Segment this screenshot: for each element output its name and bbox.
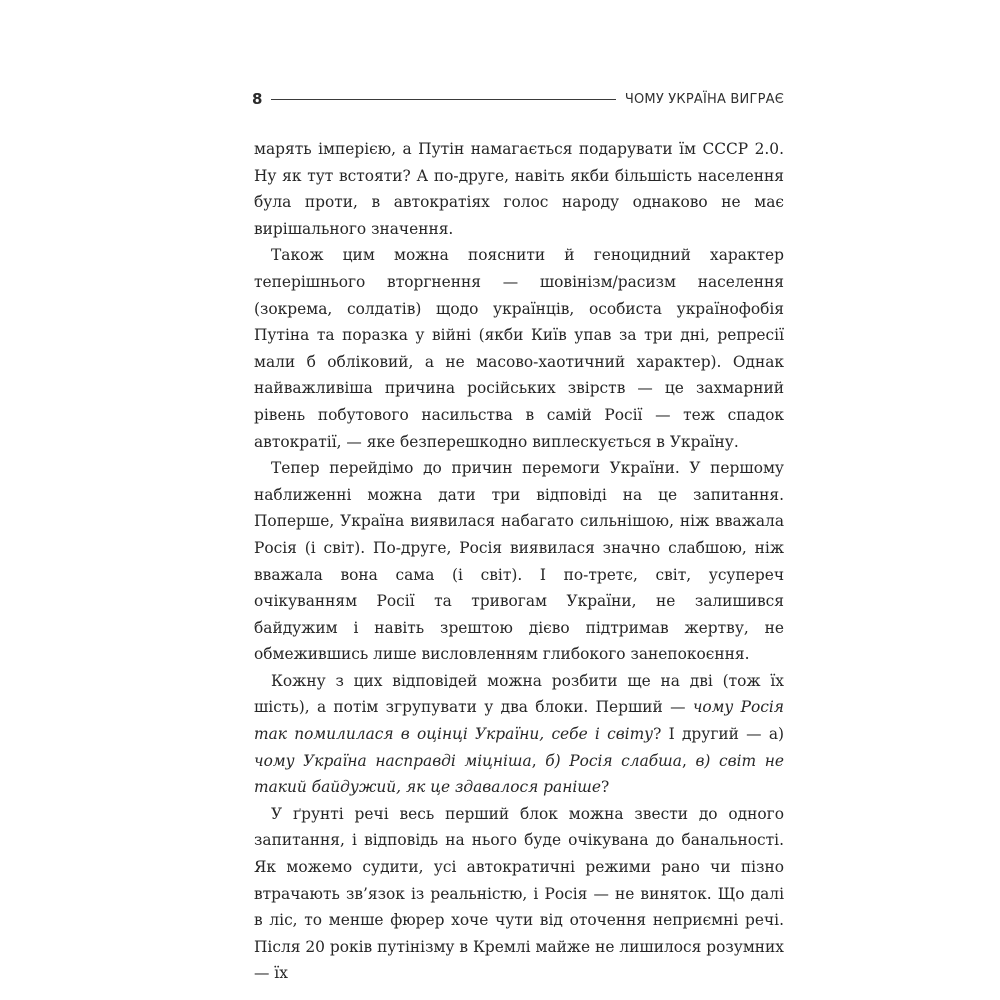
p4-text-1: Кожну з цих відповідей можна розбити ще на дві (тож їх шість), а потім згрупувати у два блоки. Перший — <box>254 671 784 717</box>
p4-sep-2: , <box>681 751 696 770</box>
p4-italic-question-1: чому Росія так помилилася в оцінці України, себе і світу <box>254 698 784 744</box>
p4-marker-b: б) <box>545 751 570 770</box>
p4-italic-c: світ не такий байдужий, як це здавалося раніше <box>254 751 784 797</box>
paragraph-1: марять імперією, а Путін намагається подарувати їм СССР 2.0. Ну як тут встояти? А по-друге, навіть якби більшість населення була проти, в автократіях голос народу однаково не має вирішального значення. <box>254 140 784 238</box>
body-text <box>254 136 784 987</box>
p4-marker-a: а) <box>768 725 784 744</box>
p4-italic-b: Росія слабша <box>569 751 682 770</box>
p4-text-end: ? <box>600 778 610 797</box>
running-head <box>252 86 784 112</box>
paragraph-4 <box>254 668 784 801</box>
p4-marker-c: в) <box>695 751 720 770</box>
paragraph-2: Також цим можна пояснити й геноцидний характер теперішнього вторгнення — шовінізм/расизм населення (зокрема, солдатів) щодо українців, особиста українофобія Путіна та поразка у війні (якби Київ упав за три дні, репресії мали б обліковий, а не масово-хаотичний характер). Однак найважливіша причина російських звірств — це захмарний рівень побутового насильства в самій Росії — теж спадок автократії, — яке безперешкодно виплескується в Україну. <box>254 246 784 451</box>
running-title: ЧОМУ УКРАЇНА ВИГРАЄ <box>624 91 784 107</box>
page-number: 8 <box>252 90 263 108</box>
paragraph-5: У ґрунті речі весь перший блок можна звести до одного запитання, і відповідь на нього буде очікувана до банальності. Як можемо судити, усі автократичні режими рано чи пізно втрачають зв’язок із реальністю, і Росія — не виняток. Що далі в ліс, то менше фюрер хоче чути від оточення неприємні речі. Після 20 років путінізму в Кремлі майже не лишилося розумних — їх <box>254 804 784 983</box>
p4-italic-a: чому Україна насправді міцніша <box>254 751 532 770</box>
paragraph-3: Тепер перейдімо до причин перемоги України. У першому наближенні можна дати три відповіді на це запитання. Поперше, Україна виявилася набагато сильнішою, ніж вважала Росія (і світ). По-друге, Росія виявилася значно слабшою, ніж вважала вона сама (і світ). І по-третє, світ, усупереч очікуванням Росії та тривогам України, не залишився байдужим і навіть зрештою дієво підтримав жертву, не обмежившись лише висловленням глибокого занепокоєння. <box>254 459 784 664</box>
p4-sep-1: , <box>531 751 546 770</box>
header-rule <box>271 99 615 100</box>
p4-text-2: ? І другий — <box>653 725 769 744</box>
